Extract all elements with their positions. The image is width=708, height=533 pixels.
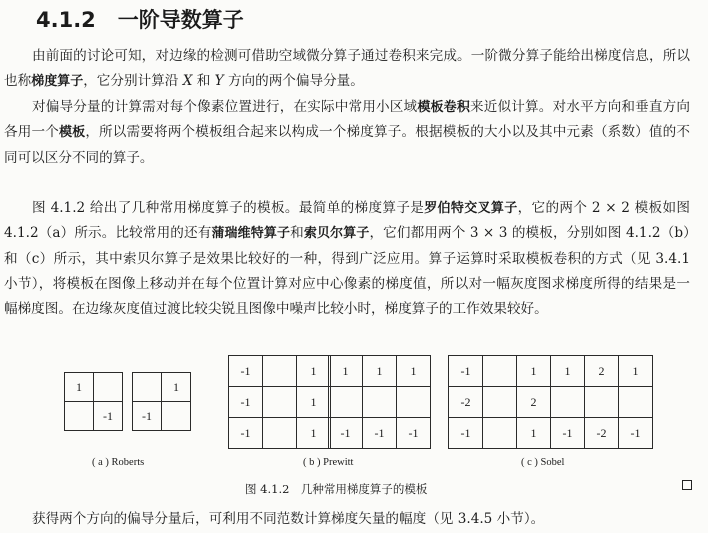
template-cell: -1	[449, 418, 483, 449]
term-sobel: 索贝尔算子	[303, 226, 370, 242]
text-run: ，它们都用两个 3 × 3 的模板，分别如图 4.1.2（b）和（c）所示，其中索贝尔算子是效果比较好的一种，得到广泛应用。算子运算时采取模板卷积的方式（见 3.4.1 小节），将模板在图像上移动并在每个位置计算对应中心像素的梯度值，所以对一幅灰度图求梯度所得的结果是一幅梯度图。在边缘灰度值过渡比较尖锐且图像中噪声比较小时，梯度算子的工作效果较好。	[4, 225, 690, 318]
subcaption-prewitt: ( b ) Prewitt	[303, 457, 354, 468]
template-cell	[263, 387, 297, 418]
template-cell	[329, 387, 363, 418]
template-cell	[263, 418, 297, 449]
variable-y: Y	[214, 73, 224, 90]
template-row	[229, 387, 331, 418]
template-cell	[263, 356, 297, 387]
roberts-template-1	[64, 372, 123, 431]
term-prewitt: 蒲瑞维特算子	[211, 226, 291, 242]
prewitt-template-1	[228, 355, 331, 449]
template-cell: -1	[619, 418, 653, 449]
prewitt-template-2	[328, 355, 431, 449]
template-cell	[551, 387, 585, 418]
template-cell: 1	[551, 356, 585, 387]
template-row	[551, 356, 653, 387]
template-cell: 1	[162, 373, 191, 402]
template-row	[229, 356, 331, 387]
text-run: 方向的两个偏导分量。	[227, 73, 364, 90]
template-row	[329, 418, 431, 449]
template-cell: 1	[329, 356, 363, 387]
text-run: ，它的两个 2 × 2 模板如图 4.1.2（a）所示。比较常用的还有	[4, 200, 690, 242]
template-cell: -1	[329, 418, 363, 449]
template-cell	[65, 402, 94, 431]
template-cell: -1	[397, 418, 431, 449]
template-cell	[397, 387, 431, 418]
template-cell: 1	[517, 356, 551, 387]
template-cell: 1	[517, 418, 551, 449]
template-row	[329, 356, 431, 387]
section-number: 4.1.2	[36, 8, 96, 32]
example-heading	[4, 171, 690, 196]
term-template-convolution: 模板卷积	[417, 100, 470, 115]
template-row	[449, 387, 551, 418]
template-cell: 1	[363, 356, 397, 387]
template-row	[551, 387, 653, 418]
sobel-template-2	[550, 355, 653, 449]
template-row	[65, 402, 123, 431]
template-cell: 1	[297, 387, 331, 418]
paragraph-5: 获得两个方向的偏导分量后，可利用不同范数计算梯度矢量的幅度（见 3.4.5 小节）。	[32, 511, 545, 527]
template-cell	[619, 387, 653, 418]
subcaption-sobel: ( c ) Sobel	[521, 457, 565, 468]
template-cell: 1	[65, 373, 94, 402]
sobel-template-1	[448, 355, 551, 449]
template-cell: -1	[363, 418, 397, 449]
template-cell	[483, 418, 517, 449]
term-gradient-operator: 梯度算子	[31, 74, 84, 90]
text-run: 来近似计算。对水平方向和垂直方向各用一个	[4, 99, 690, 141]
template-cell	[94, 373, 123, 402]
template-row	[551, 418, 653, 449]
template-cell: -2	[585, 418, 619, 449]
text-run: 和	[290, 225, 304, 242]
paragraph-1	[4, 44, 690, 95]
text-run: ，它分别计算沿	[83, 73, 179, 90]
template-cell: 1	[397, 356, 431, 387]
template-cell	[483, 387, 517, 418]
template-row	[133, 402, 191, 431]
text-run: 和	[196, 73, 211, 90]
template-cell: -1	[229, 418, 263, 449]
template-cell	[133, 373, 162, 402]
template-row	[229, 418, 331, 449]
template-cell: 1	[297, 356, 331, 387]
template-row	[449, 356, 551, 387]
template-cell: -1	[94, 402, 123, 431]
text-run: 图 4.1.2 给出了几种常用梯度算子的模板。最简单的梯度算子是	[32, 200, 425, 216]
text-run: 对偏导分量的计算需对每个像素位置进行，在实际中常用小区域	[32, 99, 418, 115]
subcaption-roberts: ( a ) Roberts	[92, 457, 145, 468]
template-cell: -1	[133, 402, 162, 431]
template-row	[133, 373, 191, 402]
template-cell	[585, 387, 619, 418]
template-cell: -1	[229, 356, 263, 387]
template-row	[329, 387, 431, 418]
text-run: 由前面的讨论可知，对边缘的检测可借助空域微分算子通过卷积来完成。一阶微分算子能给出梯度信息，所以也称	[4, 48, 690, 90]
template-cell	[483, 356, 517, 387]
template-cell: -1	[229, 387, 263, 418]
template-cell: -1	[551, 418, 585, 449]
end-of-example-mark	[682, 480, 692, 490]
paragraph-2	[4, 95, 690, 171]
template-row	[65, 373, 123, 402]
template-cell: 2	[517, 387, 551, 418]
text-run: ，所以需要将两个模板组合起来以构成一个梯度算子。根据模板的大小以及其中元素（系数）值的不同可以区分不同的算子。	[4, 124, 691, 166]
section-heading	[36, 6, 244, 34]
template-cell	[363, 387, 397, 418]
template-cell: 2	[585, 356, 619, 387]
variable-x: X	[182, 73, 193, 90]
term-roberts: 罗伯特交叉算子	[424, 201, 518, 216]
template-cell: -1	[449, 356, 483, 387]
paragraph-4	[4, 196, 690, 322]
template-cell: 1	[297, 418, 331, 449]
figure-caption: 图 4.1.2 几种常用梯度算子的模板	[245, 482, 428, 496]
template-cell	[162, 402, 191, 431]
template-cell: 1	[619, 356, 653, 387]
section-title: 一阶导数算子	[117, 8, 244, 32]
term-template: 模板	[59, 125, 86, 141]
template-row	[449, 418, 551, 449]
roberts-template-2	[132, 372, 191, 431]
template-cell: -2	[449, 387, 483, 418]
